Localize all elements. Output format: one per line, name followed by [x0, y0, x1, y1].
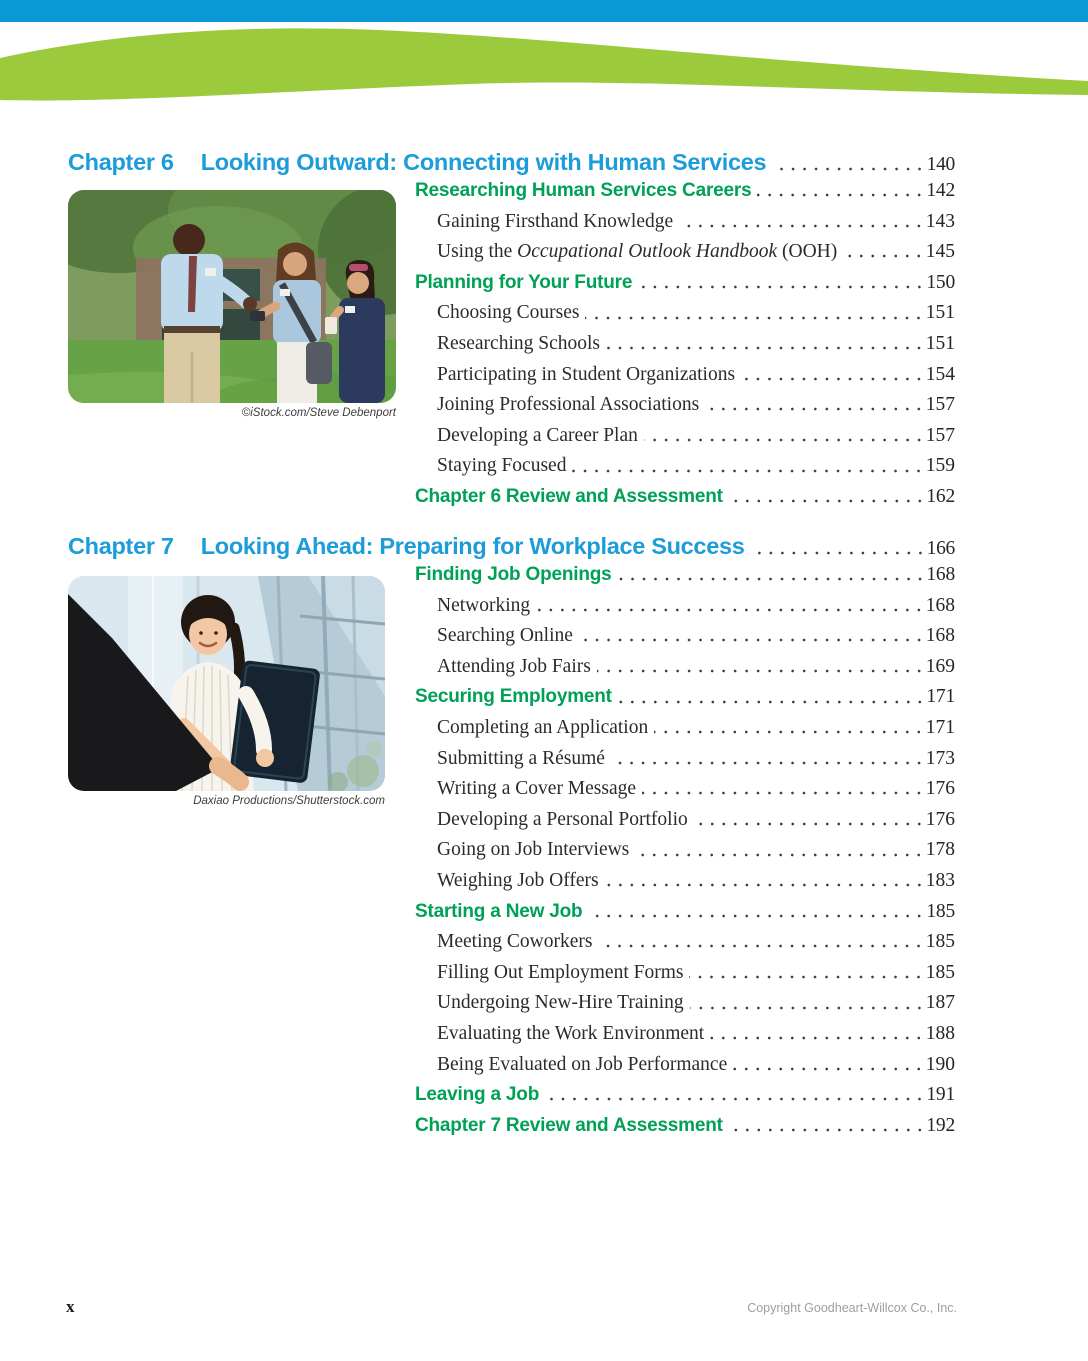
toc-entry — [415, 268, 955, 299]
toc-entry-label: Searching Online — [437, 625, 573, 647]
dot-leader — [606, 337, 925, 351]
toc-entry-page: 162 — [926, 485, 955, 507]
toc-entry-label: Starting a New Job — [415, 900, 583, 922]
toc-entry — [415, 421, 955, 452]
toc-entry-label: Staying Focused — [437, 455, 567, 477]
toc-entry — [415, 897, 955, 928]
toc-entry-label: Weighing Job Offers — [437, 869, 599, 891]
toc-entry-label: Gaining Firsthand Knowledge — [437, 210, 674, 232]
photo-credit: ©iStock.com/Steve Debenport — [241, 407, 396, 419]
toc-entry-label: Undergoing New-Hire Training — [437, 992, 684, 1014]
toc-entry-page: 168 — [925, 625, 955, 647]
chapter-6-section — [68, 146, 955, 518]
toc-entry-label: Participating in Student Organizations — [437, 363, 736, 385]
toc-entry-label: Meeting Coworkers — [437, 931, 593, 953]
toc-entry — [415, 390, 955, 421]
dot-leader — [694, 813, 925, 827]
toc-entry-label: Developing a Personal Portfolio — [437, 808, 688, 830]
dot-leader — [572, 460, 924, 474]
toc-entry — [415, 329, 955, 360]
dot-leader — [635, 844, 924, 858]
chapter-page-number: 140 — [926, 154, 955, 175]
copyright-notice: Copyright Goodheart-Willcox Co., Inc. — [747, 1301, 957, 1315]
toc-entry-label: Completing an Application — [437, 716, 649, 738]
dot-leader — [545, 1088, 925, 1102]
toc-entry-label: Chapter 7 Review and Assessment — [415, 1114, 723, 1136]
toc-entry-page: 150 — [926, 271, 955, 293]
folio-page-number: x — [66, 1297, 75, 1316]
toc-entry-page: 169 — [925, 655, 955, 677]
chapter-6-photo — [68, 190, 396, 403]
toc-entry-label: Chapter 6 Review and Assessment — [415, 485, 723, 507]
toc-entry — [415, 1050, 955, 1081]
toc-entry — [415, 1080, 955, 1111]
dot-leader — [605, 874, 925, 888]
dot-leader — [598, 935, 924, 949]
toc-entry-page: 151 — [925, 302, 955, 324]
toc-entry — [415, 360, 955, 391]
toc-entry-label: Submitting a Résumé — [437, 747, 605, 769]
chapter-7-photo — [68, 576, 385, 791]
toc-entry — [415, 591, 955, 622]
dot-leader — [843, 245, 925, 259]
toc-entry-page: 168 — [925, 594, 955, 616]
dot-leader — [689, 966, 924, 980]
toc-entry-page: 171 — [926, 686, 955, 708]
toc-entry — [415, 1111, 955, 1142]
toc-entry — [415, 176, 955, 207]
toc-entry-label: Researching Human Services Careers — [415, 180, 752, 201]
toc-entry — [415, 835, 955, 866]
toc-entry-page: 171 — [925, 716, 955, 738]
toc-entry-page: 151 — [925, 332, 955, 354]
toc-entry — [415, 621, 955, 652]
dot-leader — [638, 276, 925, 290]
dot-leader — [642, 782, 925, 796]
toc-entry-label: Leaving a Job — [415, 1084, 540, 1106]
toc-entry-label: Writing a Cover Message — [437, 778, 637, 800]
dot-leader — [579, 629, 925, 643]
toc-entry-page: 192 — [926, 1114, 955, 1136]
toc-entry — [415, 774, 955, 805]
dot-leader — [757, 184, 925, 198]
toc-entry-page: 157 — [925, 424, 955, 446]
toc-entry-page: 188 — [925, 1022, 955, 1044]
toc-entry-page: 145 — [925, 241, 955, 263]
toc-entry — [415, 652, 955, 683]
toc-entry-label: Developing a Career Plan — [437, 424, 638, 446]
dot-leader — [597, 660, 925, 674]
toc-entry-page: 187 — [925, 992, 955, 1014]
dot-leader — [729, 1119, 926, 1133]
toc-entry-page: 173 — [925, 747, 955, 769]
toc-entry-page: 176 — [925, 808, 955, 830]
toc-entry-label: Using the Occupational Outlook Handbook (OOH) — [437, 241, 838, 263]
toc-entry — [415, 298, 955, 329]
toc-entry-page: 178 — [925, 839, 955, 861]
dot-leader — [618, 691, 926, 705]
toc-entry-page: 185 — [926, 900, 955, 922]
chapter-title: Looking Ahead: Preparing for Workplace Success — [200, 533, 745, 559]
toc-entry — [415, 237, 955, 268]
toc-entry-label: Securing Employment — [415, 686, 612, 708]
toc-entry-label: Finding Job Openings — [415, 564, 612, 585]
chapter-6-entries — [415, 176, 955, 513]
toc-entry-label: Choosing Courses — [437, 302, 580, 324]
toc-entry — [415, 713, 955, 744]
chapter-7-entries — [415, 560, 955, 1141]
toc-entry-page: 190 — [925, 1053, 955, 1075]
toc-entry-label: Attending Job Fairs — [437, 655, 591, 677]
toc-entry — [415, 744, 955, 775]
toc-entry — [415, 560, 955, 591]
chapter-title: Looking Outward: Connecting with Human Services — [200, 149, 767, 175]
toc-entry-page: 191 — [926, 1084, 955, 1106]
dot-leader — [588, 905, 925, 919]
dot-leader — [679, 215, 925, 229]
chapter-label: Chapter 7 — [68, 533, 174, 559]
dot-leader — [644, 429, 925, 443]
toc-entry — [415, 988, 955, 1019]
dot-leader — [741, 368, 925, 382]
dot-leader — [751, 540, 926, 556]
chapter-7-section — [68, 530, 955, 1148]
toc-entry-page: 159 — [925, 455, 955, 477]
toc-entry-page: 185 — [925, 961, 955, 983]
toc-entry-label: Going on Job Interviews — [437, 839, 630, 861]
toc-entry-page: 168 — [926, 564, 955, 585]
toc-entry-page: 143 — [925, 210, 955, 232]
dot-leader — [772, 156, 925, 172]
toc-entry — [415, 805, 955, 836]
toc-entry — [415, 207, 955, 238]
chapter-label: Chapter 6 — [68, 149, 174, 175]
dot-leader — [710, 1027, 925, 1041]
dot-leader — [585, 307, 924, 321]
toc-entry — [415, 866, 955, 897]
dot-leader — [618, 568, 926, 582]
toc-entry-label: Evaluating the Work Environment — [437, 1022, 705, 1044]
toc-entry — [415, 682, 955, 713]
toc-entry-label: Joining Professional Associations — [437, 394, 700, 416]
toc-entry-page: 154 — [925, 363, 955, 385]
toc-entry — [415, 1019, 955, 1050]
toc-entry-page: 157 — [925, 394, 955, 416]
toc-entry — [415, 482, 955, 513]
toc-entry-page: 176 — [925, 778, 955, 800]
dot-leader — [729, 490, 926, 504]
toc-entry-label: Filling Out Employment Forms — [437, 961, 684, 983]
chapter-page-number: 166 — [926, 538, 955, 559]
dot-leader — [611, 752, 925, 766]
toc-entry-label: Planning for Your Future — [415, 271, 633, 293]
dot-leader — [536, 599, 925, 613]
toc-entry-label: Networking — [437, 594, 531, 616]
toc-entry-page: 142 — [926, 180, 955, 201]
toc-entry — [415, 451, 955, 482]
dot-leader — [654, 721, 925, 735]
dot-leader — [705, 398, 925, 412]
photo-credit: Daxiao Productions/Shutterstock.com — [193, 795, 385, 807]
toc-entry — [415, 927, 955, 958]
toc-entry-page: 183 — [925, 869, 955, 891]
toc-entry-label: Researching Schools — [437, 332, 601, 354]
toc-entry-label: Being Evaluated on Job Performance — [437, 1053, 728, 1075]
dot-leader — [733, 1058, 925, 1072]
toc-entry — [415, 958, 955, 989]
dot-leader — [690, 997, 925, 1011]
green-swoosh — [0, 0, 1088, 112]
toc-entry-page: 185 — [925, 931, 955, 953]
